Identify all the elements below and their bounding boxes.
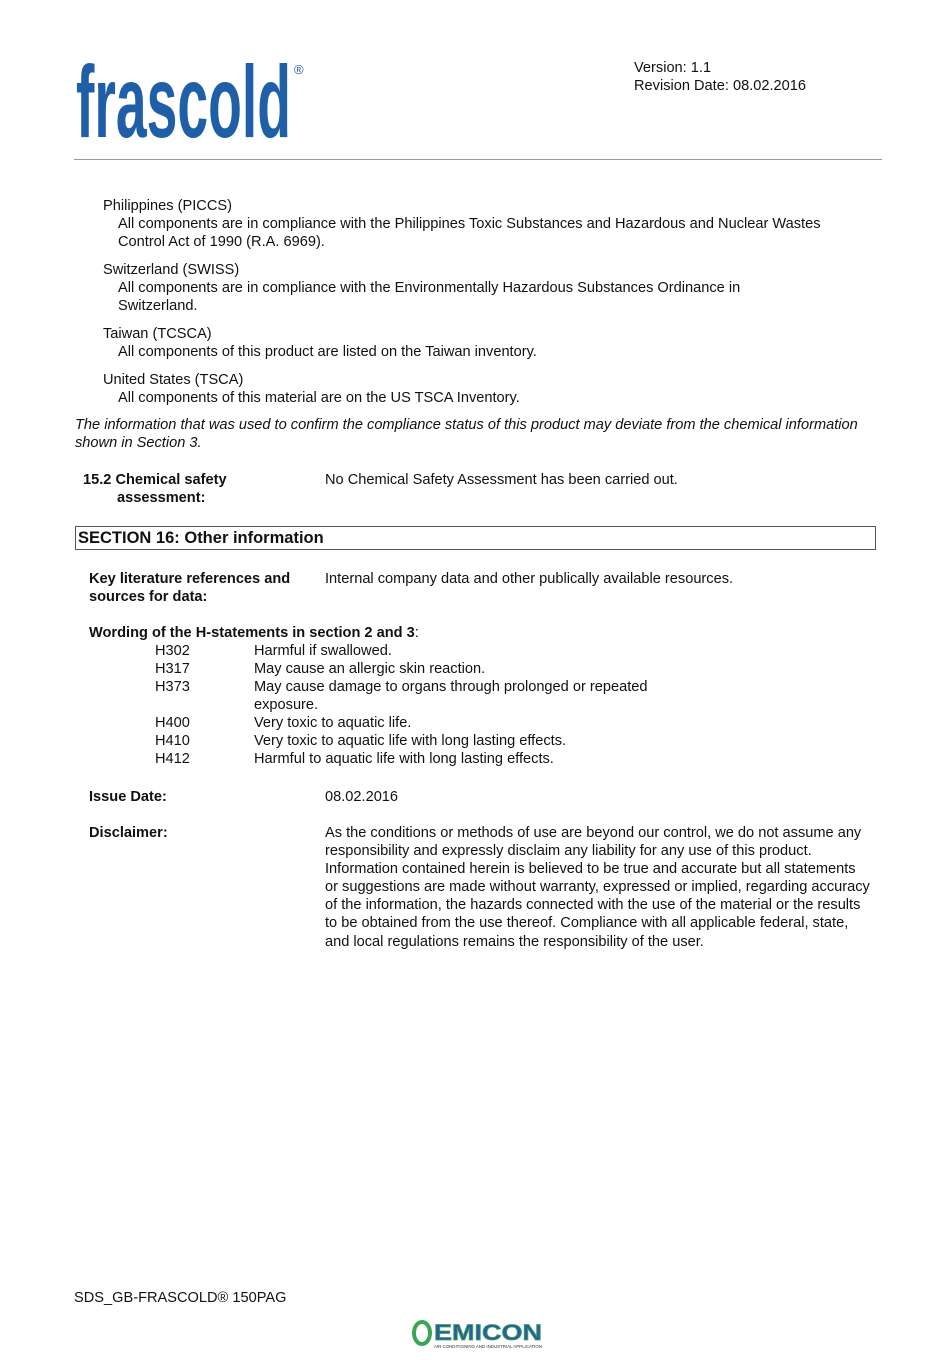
emicon-wordmark: EMICON xyxy=(434,1320,542,1345)
frascold-logo xyxy=(76,60,316,160)
inventory-title-tsca: United States (TSCA) xyxy=(103,372,244,388)
logo-wordmark: frascold xyxy=(76,60,291,160)
h-code: H302 xyxy=(155,643,190,659)
header-divider xyxy=(74,159,882,160)
disclaimer-text: As the conditions or methods of use are beyond our control, we do not assume any responsibility and expressly disclaim any liability for any use of this product. Information contained herein is believed to be true and accurate but all statements or suggestions are made without warranty, expressed or implied, regarding accuracy of the information, the hazards connected with the use of the material or the results to be obtained from the use thereof. Compliance with all applicable federal, state, and local regulations remains the responsibility of the user. xyxy=(325,825,870,950)
chemical-safety-label-line2: assessment: xyxy=(117,490,206,506)
key-literature-label-line1: Key literature references and xyxy=(89,571,291,587)
inventory-title-swiss: Switzerland (SWISS) xyxy=(103,262,240,278)
h-wording-colon: : xyxy=(414,625,419,641)
logo-registered-mark: ® xyxy=(294,62,304,77)
key-literature-label-line2: sources for data: xyxy=(89,589,208,605)
h-text: Very toxic to aquatic life with long lasting effects. xyxy=(254,733,567,749)
chemical-safety-label-line1: 15.2 Chemical safety xyxy=(83,472,227,488)
h-code: H317 xyxy=(155,661,190,677)
emicon-swirl-icon xyxy=(414,1322,430,1344)
h-text: Harmful to aquatic life with long lasting effects. xyxy=(254,751,554,767)
footer-doc-id: SDS_GB-FRASCOLD® 150PAG xyxy=(74,1290,287,1306)
emicon-logo xyxy=(410,1318,545,1350)
h-wording-heading xyxy=(89,624,419,642)
issue-date-label: Issue Date: xyxy=(89,789,167,805)
inventory-text-piccs: All components are in compliance with the Philippines Toxic Substances and Hazardous and Nuclear Wastes Control Act of 1990 (R.A. 6969). xyxy=(118,216,821,250)
h-wording-label: Wording of the H-statements in section 2 and 3 xyxy=(89,625,415,641)
disclaimer-label: Disclaimer: xyxy=(89,825,168,841)
h-text: Very toxic to aquatic life. xyxy=(254,715,412,731)
inventory-text-tcsca: All components of this product are listed on the Taiwan inventory. xyxy=(118,344,537,360)
inventory-text-swiss: All components are in compliance with the Environmentally Hazardous Substances Ordinance in Switzerland. xyxy=(118,280,741,314)
compliance-note: The information that was used to confirm the compliance status of this product may deviate from the chemical information shown in Section 3. xyxy=(75,417,858,451)
revision-date: Revision Date: 08.02.2016 xyxy=(634,78,806,94)
key-literature-value: Internal company data and other publically available resources. xyxy=(325,571,734,587)
inventory-title-tcsca: Taiwan (TCSCA) xyxy=(103,326,212,342)
h-text: May cause an allergic skin reaction. xyxy=(254,661,486,677)
section-16-title: SECTION 16: Other information xyxy=(78,529,324,547)
h-code: H412 xyxy=(155,751,190,767)
version-block xyxy=(634,59,806,95)
h-code: H400 xyxy=(155,715,190,731)
h-text: May cause damage to organs through prolonged or repeated exposure. xyxy=(254,679,648,713)
emicon-tagline: AIR CONDITIONING AND INDUSTRIAL APPLICATION xyxy=(434,1344,542,1349)
issue-date-value: 08.02.2016 xyxy=(325,789,399,805)
h-code: H373 xyxy=(155,679,190,695)
inventory-title-piccs: Philippines (PICCS) xyxy=(103,198,232,214)
version: Version: 1.1 xyxy=(634,60,712,76)
section-16-header xyxy=(75,526,876,550)
chemical-safety-value: No Chemical Safety Assessment has been carried out. xyxy=(325,472,678,488)
h-code: H410 xyxy=(155,733,190,749)
inventory-text-tsca: All components of this material are on the US TSCA Inventory. xyxy=(118,390,520,406)
h-text: Harmful if swallowed. xyxy=(254,643,392,659)
